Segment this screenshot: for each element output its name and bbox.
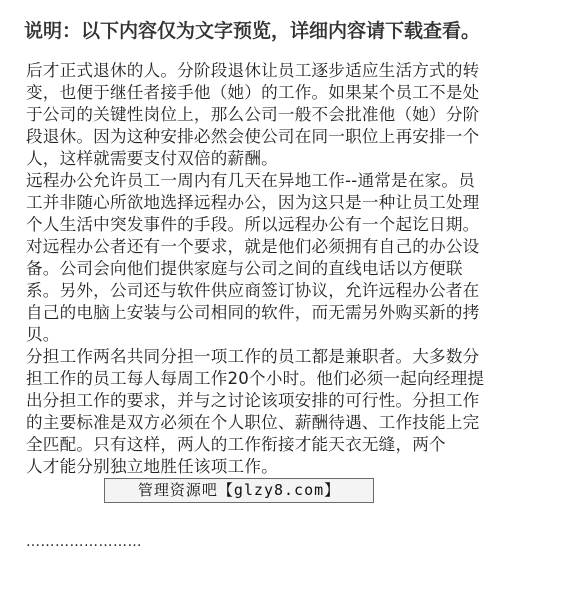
text-line: 分担工作两名共同分担一项工作的员工都是兼职者。大多数分 <box>26 347 480 366</box>
text-line: 担工作的员工每人每周工作20个小时。他们必须一起向经理提 <box>26 369 485 388</box>
paragraph-remote-work <box>26 170 556 346</box>
text-line: 后才正式退休的人。分阶段退休让员工逐步适应生活方式的转 <box>26 61 480 80</box>
text-line: 个人生活中突发事件的手段。所以远程办公有一个起讫日期。 <box>26 215 480 234</box>
text-line: 贝。 <box>26 325 60 344</box>
preview-notice-heading: 说明：以下内容仅为文字预览，详细内容请下载查看。 <box>24 20 481 42</box>
text-line: 全匹配。只有这样，两人的工作衔接才能天衣无缝，两个 <box>26 435 446 454</box>
text-line: 系。另外，公司还与软件供应商签订协议，允许远程办公者在 <box>26 281 480 300</box>
site-watermark-banner: 管理资源吧【glzy8.com】 <box>104 478 374 503</box>
paragraph-phased-retirement <box>26 60 556 170</box>
text-line: 变，也便于继任者接手他（她）的工作。如果某个员工不是处 <box>26 83 480 102</box>
text-line: 的主要标准是双方必须在个人职位、薪酬待遇、工作技能上完 <box>26 413 480 432</box>
text-line: 于公司的关键性岗位上，那么公司一般不会批准他（她）分阶 <box>26 105 480 124</box>
text-line: 出分担工作的要求，并与之讨论该项安排的可行性。分担工作 <box>26 391 480 410</box>
text-line: 自己的电脑上安装与公司相同的软件，而无需另外购买新的拷 <box>26 303 480 322</box>
text-line: 人才能分别独立地胜任该项工作。 <box>26 457 278 476</box>
continuation-ellipsis: …………………… <box>26 534 142 550</box>
document-body <box>26 60 556 478</box>
text-line: 工并非随心所欲地选择远程办公，因为这只是一种让员工处理 <box>26 193 480 212</box>
text-line: 备。公司会向他们提供家庭与公司之间的直线电话以方便联 <box>26 259 463 278</box>
text-line: 对远程办公者还有一个要求，就是他们必须拥有自己的办公设 <box>26 237 480 256</box>
text-line: 远程办公允许员工一周内有几天在异地工作--通常是在家。员 <box>26 171 476 190</box>
paragraph-job-sharing <box>26 346 556 478</box>
text-line: 段退休。因为这种安排必然会使公司在同一职位上再安排一个 <box>26 127 480 146</box>
text-line: 人，这样就需要支付双倍的薪酬。 <box>26 149 278 168</box>
